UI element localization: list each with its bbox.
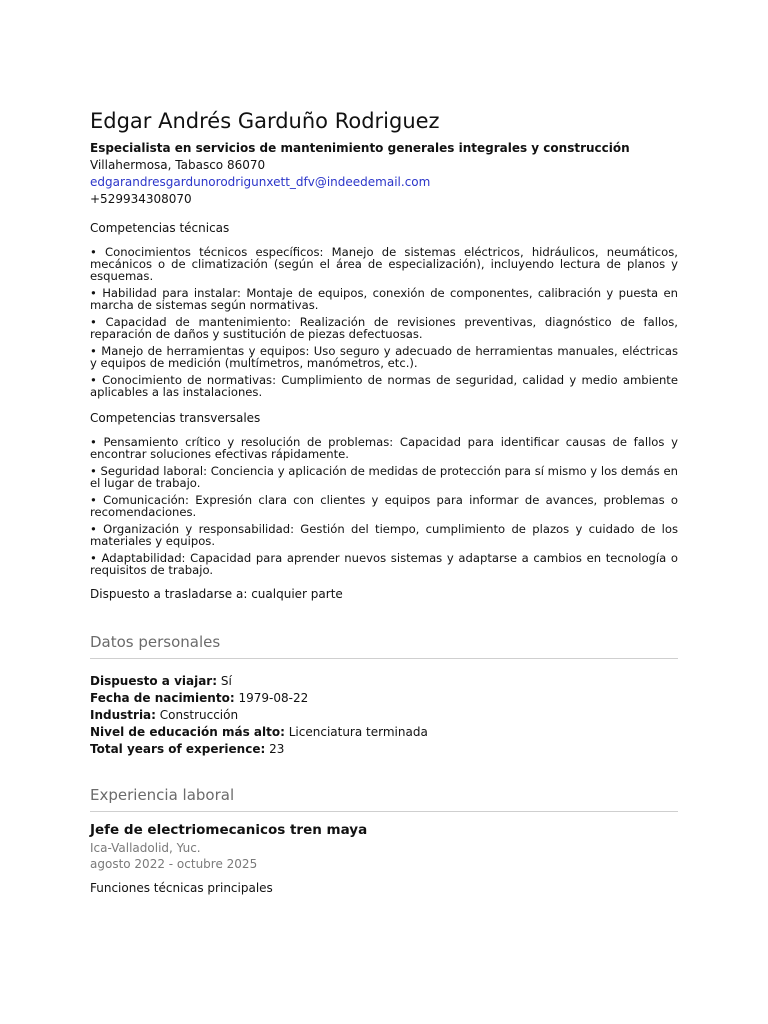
field-value: Licenciatura terminada [288, 725, 428, 739]
personal-field-birthdate [90, 690, 678, 707]
soft-skill-item: • Pensamiento crítico y resolución de problemas: Capacidad para identificar causas de fallos y encontrar soluciones efectivas rápidamente. [90, 435, 678, 461]
tech-skills-list [90, 246, 678, 398]
job-entry [90, 820, 678, 897]
field-label: Industria: [90, 708, 156, 722]
field-value: 1979-08-22 [238, 691, 309, 705]
job-title: Jefe de electriomecanicos tren maya [90, 822, 368, 838]
field-value: 23 [269, 742, 285, 756]
candidate-headline: Especialista en servicios de mantenimiento generales integrales y construcción [90, 141, 630, 155]
field-label: Fecha de nacimiento: [90, 691, 235, 705]
soft-skill-item: • Adaptabilidad: Capacidad para aprender nuevos sistemas y adaptarse a cambios en tecnología o requisitos de trabajo. [90, 551, 678, 577]
tech-skill-item: • Habilidad para instalar: Montaje de equipos, conexión de componentes, calibración y puesta en marcha de sistemas según normativas. [90, 286, 678, 312]
candidate-name: Edgar Andrés Garduño Rodriguez [90, 109, 440, 133]
candidate-location: Villahermosa, Tabasco 86070 [90, 158, 266, 172]
personal-field-industry [90, 707, 678, 724]
job-dates: agosto 2022 - octubre 2025 [90, 857, 258, 871]
candidate-email-link[interactable]: edgarandresgardunorodrigunxett_dfv@indeedemail.com [90, 175, 431, 189]
tech-skill-item: • Conocimientos técnicos específicos: Manejo de sistemas eléctricos, hidráulicos, neumáticos, mecánicos o de climatización (según el área de especialización), incluyendo lectura de planos y esquemas. [90, 245, 678, 283]
soft-skill-item: • Organización y responsabilidad: Gestión del tiempo, cumplimiento de plazos y cuidado de los materiales y equipos. [90, 522, 678, 548]
soft-skills-list [90, 436, 678, 576]
field-label: Nivel de educación más alto: [90, 725, 285, 739]
field-label: Dispuesto a viajar: [90, 674, 218, 688]
tech-skill-item: • Capacidad de mantenimiento: Realización de revisiones preventivas, diagnóstico de fallos, reparación de daños y sustitución de piezas defectuosas. [90, 315, 678, 341]
tech-skill-item: • Conocimiento de normativas: Cumplimiento de normas de seguridad, calidad y medio ambiente aplicables a las instalaciones. [90, 373, 678, 399]
job-subtitle: Funciones técnicas principales [90, 881, 273, 895]
soft-skills-title: Competencias transversales [90, 411, 261, 425]
relocation-preference: Dispuesto a trasladarse a: cualquier parte [90, 587, 343, 601]
soft-skill-item: • Seguridad laboral: Conciencia y aplicación de medidas de protección para sí mismo y los demás en el lugar de trabajo. [90, 464, 678, 490]
field-value: Construcción [159, 708, 239, 722]
personal-field-experience-years [90, 741, 678, 758]
personal-field-travel [90, 673, 678, 690]
tech-skills-title: Competencias técnicas [90, 221, 230, 235]
personal-data-list [90, 673, 678, 758]
personal-field-education [90, 724, 678, 741]
soft-skill-item: • Comunicación: Expresión clara con clientes y equipos para informar de avances, problemas o recomendaciones. [90, 493, 678, 519]
field-label: Total years of experience: [90, 742, 266, 756]
field-value: Sí [220, 674, 232, 688]
tech-skill-item: • Manejo de herramientas y equipos: Uso seguro y adecuado de herramientas manuales, eléctricas y equipos de medición (multímetros, manómetros, etc.). [90, 344, 678, 370]
work-experience-heading: Experiencia laboral [90, 784, 678, 812]
resume-content [90, 106, 678, 897]
personal-data-heading: Datos personales [90, 631, 678, 659]
job-location: Ica-Valladolid, Yuc. [90, 841, 201, 855]
candidate-phone: +529934308070 [90, 192, 192, 206]
